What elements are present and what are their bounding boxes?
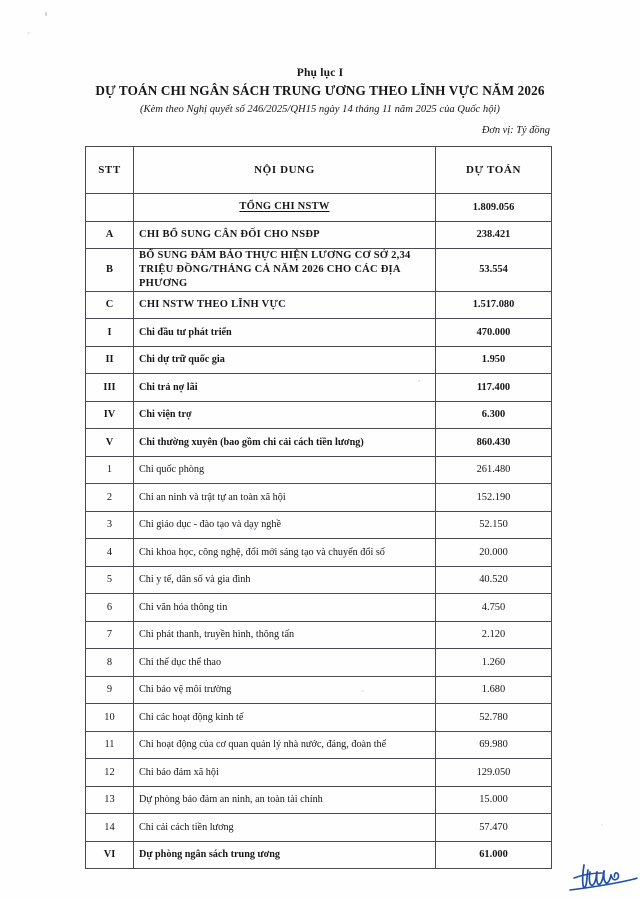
- row-content-cell: CHI NSTW THEO LĨNH VỰC: [134, 291, 436, 319]
- row-value-cell: 20.000: [436, 539, 552, 567]
- row-index-cell: VI: [86, 841, 134, 869]
- row-index-cell: 1: [86, 456, 134, 484]
- unit-note: Đơn vị: Tỷ đồng: [481, 125, 550, 136]
- row-value-cell: 117.400: [436, 374, 552, 402]
- row-value-cell: 52.780: [436, 704, 552, 732]
- row-value-cell: 1.260: [436, 649, 552, 677]
- row-value-cell: 1.680: [436, 676, 552, 704]
- row-index-cell: II: [86, 346, 134, 374]
- row-content-cell: Chi văn hóa thông tin: [134, 594, 436, 622]
- table-row: [86, 319, 552, 347]
- row-content-cell: Chi phát thanh, truyền hình, thông tấn: [134, 621, 436, 649]
- table-row: [86, 759, 552, 787]
- row-value-cell: 69.980: [436, 731, 552, 759]
- row-index-cell: 13: [86, 786, 134, 814]
- row-index-cell: IV: [86, 401, 134, 429]
- row-value-cell: 129.050: [436, 759, 552, 787]
- scan-speck: [601, 824, 603, 826]
- table-header-row: [86, 147, 552, 194]
- row-index-cell: 5: [86, 566, 134, 594]
- table-row: [86, 429, 552, 457]
- table-row: [86, 291, 552, 319]
- row-value-cell: 52.150: [436, 511, 552, 539]
- row-content-cell: Chi khoa học, công nghệ, đổi mới sáng tạo và chuyển đổi số: [134, 539, 436, 567]
- row-index-cell: 6: [86, 594, 134, 622]
- row-content-cell: Dự phòng ngân sách trung ương: [134, 841, 436, 869]
- row-value-cell: 15.000: [436, 786, 552, 814]
- row-value-cell: 6.300: [436, 401, 552, 429]
- document-subtitle: (Kèm theo Nghị quyết số 246/2025/QH15 ngày 14 tháng 11 năm 2025 của Quốc hội): [140, 103, 500, 115]
- row-value-cell: 4.750: [436, 594, 552, 622]
- row-content-cell: Chi cải cách tiền lương: [134, 814, 436, 842]
- table-row: [86, 649, 552, 677]
- row-value-cell: 1.809.056: [436, 194, 552, 222]
- table-row: [86, 221, 552, 249]
- row-content-cell: Chi giáo dục - đào tạo và dạy nghề: [134, 511, 436, 539]
- row-value-cell: 57.470: [436, 814, 552, 842]
- table-row: [86, 539, 552, 567]
- row-value-cell: 238.421: [436, 221, 552, 249]
- row-value-cell: 53.554: [436, 249, 552, 292]
- table-row: [86, 814, 552, 842]
- scan-speck: [45, 12, 47, 16]
- table-row: [86, 676, 552, 704]
- row-index-cell: A: [86, 221, 134, 249]
- row-content-cell: Chi trả nợ lãi: [134, 374, 436, 402]
- budget-table: [85, 146, 552, 869]
- row-index-cell: [86, 194, 134, 222]
- row-value-cell: 152.190: [436, 484, 552, 512]
- row-index-cell: 10: [86, 704, 134, 732]
- row-index-cell: 8: [86, 649, 134, 677]
- row-index-cell: C: [86, 291, 134, 319]
- row-value-cell: 1.950: [436, 346, 552, 374]
- table-row: [86, 566, 552, 594]
- table-row: [86, 841, 552, 869]
- row-content-cell: Chi dự trữ quốc gia: [134, 346, 436, 374]
- signature: [566, 858, 640, 898]
- row-index-cell: 3: [86, 511, 134, 539]
- table-row: [86, 594, 552, 622]
- row-index-cell: III: [86, 374, 134, 402]
- table-body: [86, 194, 552, 869]
- table-row: [86, 786, 552, 814]
- row-value-cell: 61.000: [436, 841, 552, 869]
- row-index-cell: 11: [86, 731, 134, 759]
- table-row: [86, 249, 552, 292]
- column-header-content: NỘI DUNG: [134, 147, 436, 194]
- row-content-cell: Chi an ninh và trật tự an toàn xã hội: [134, 484, 436, 512]
- table-row: [86, 401, 552, 429]
- row-content-cell: Chi quốc phòng: [134, 456, 436, 484]
- table-row: [86, 704, 552, 732]
- scan-speck: [27, 32, 30, 34]
- table-row: [86, 456, 552, 484]
- appendix-label: Phụ lục I: [296, 67, 344, 79]
- table-row: [86, 346, 552, 374]
- table-row: [86, 621, 552, 649]
- row-index-cell: 12: [86, 759, 134, 787]
- row-index-cell: 14: [86, 814, 134, 842]
- row-value-cell: 470.000: [436, 319, 552, 347]
- column-header-stt: STT: [86, 147, 134, 194]
- row-content-cell: CHI BỔ SUNG CÂN ĐỐI CHO NSĐP: [134, 221, 436, 249]
- table-row: [86, 374, 552, 402]
- table-row: [86, 731, 552, 759]
- row-content-cell: Chi các hoạt động kinh tế: [134, 704, 436, 732]
- row-index-cell: 7: [86, 621, 134, 649]
- row-content-cell: BỔ SUNG ĐẢM BẢO THỰC HIỆN LƯƠNG CƠ SỞ 2,34 TRIỆU ĐỒNG/THÁNG CẢ NĂM 2026 CHO CÁC ĐỊA PHƯƠNG: [134, 249, 436, 292]
- row-value-cell: 2.120: [436, 621, 552, 649]
- row-value-cell: 261.480: [436, 456, 552, 484]
- row-content-cell: Chi hoạt động của cơ quan quản lý nhà nước, đảng, đoàn thể: [134, 731, 436, 759]
- row-content-cell: Dự phòng bảo đảm an ninh, an toàn tài chính: [134, 786, 436, 814]
- row-content-cell: Chi thường xuyên (bao gồm chi cải cách tiền lương): [134, 429, 436, 457]
- row-index-cell: B: [86, 249, 134, 292]
- row-index-cell: I: [86, 319, 134, 347]
- row-index-cell: 4: [86, 539, 134, 567]
- row-index-cell: 2: [86, 484, 134, 512]
- row-content-cell: Chi y tế, dân số và gia đình: [134, 566, 436, 594]
- table-row: [86, 484, 552, 512]
- table-row: [86, 511, 552, 539]
- row-index-cell: V: [86, 429, 134, 457]
- row-content-cell: Chi viện trợ: [134, 401, 436, 429]
- page-title: DỰ TOÁN CHI NGÂN SÁCH TRUNG ƯƠNG THEO LĨNH VỰC NĂM 2026: [95, 83, 545, 99]
- row-content-cell: Chi thể dục thể thao: [134, 649, 436, 677]
- row-value-cell: 40.520: [436, 566, 552, 594]
- row-content-cell: Chi đầu tư phát triển: [134, 319, 436, 347]
- column-header-value: DỰ TOÁN: [436, 147, 552, 194]
- row-value-cell: 860.430: [436, 429, 552, 457]
- row-value-cell: 1.517.080: [436, 291, 552, 319]
- row-index-cell: 9: [86, 676, 134, 704]
- table-row: [86, 194, 552, 222]
- row-content-cell: [134, 194, 436, 222]
- row-content-label: TỔNG CHI NSTW: [239, 201, 330, 213]
- document-heading: [0, 66, 640, 116]
- row-content-cell: Chi bảo đảm xã hội: [134, 759, 436, 787]
- row-content-cell: Chi bảo vệ môi trường: [134, 676, 436, 704]
